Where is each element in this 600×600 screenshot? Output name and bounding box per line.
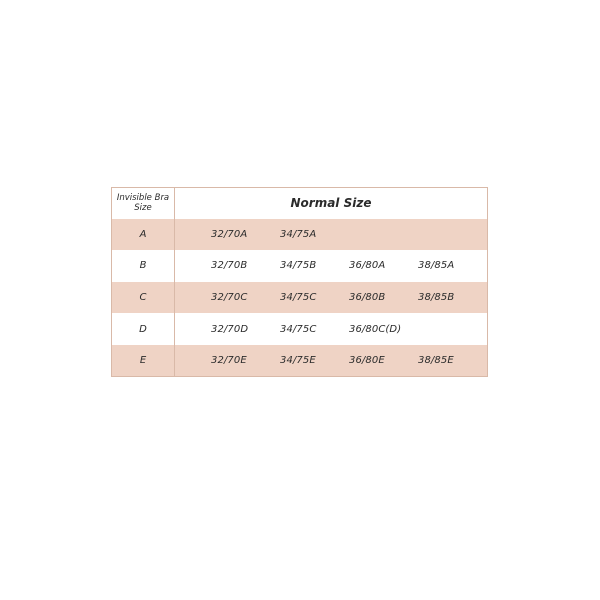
table-row <box>112 345 488 377</box>
normal-size-value: 34/75C <box>280 291 317 303</box>
normal-sizes-cell <box>175 219 488 251</box>
cup-size-cell: C <box>112 282 175 314</box>
normal-size-value: 34/75A <box>280 228 317 240</box>
table-row <box>112 250 488 282</box>
normal-size-value: 32/70E <box>211 354 247 366</box>
invisible-bra-size-header: Invisible Bra Size <box>112 188 175 219</box>
normal-size-value: 38/85A <box>418 260 455 272</box>
normal-size-value: 34/75C <box>280 323 317 335</box>
normal-size-value: 32/70C <box>211 291 248 303</box>
normal-sizes-cell <box>175 282 488 314</box>
normal-size-value: 32/70A <box>211 228 248 240</box>
cup-size-cell: E <box>112 345 175 377</box>
cup-size-cell: A <box>112 219 175 251</box>
normal-size-value: 36/80A <box>349 260 386 272</box>
normal-sizes-cell <box>175 345 488 377</box>
normal-size-value: 36/80C(D) <box>349 323 402 335</box>
normal-size-value: 32/70D <box>211 323 249 335</box>
normal-size-value: 34/75E <box>280 354 316 366</box>
normal-size-value: 36/80B <box>349 291 386 303</box>
normal-sizes-cell <box>175 250 488 282</box>
cup-size-cell: D <box>112 313 175 345</box>
normal-size-header: Normal Size <box>290 196 372 211</box>
normal-size-value: 36/80E <box>349 354 385 366</box>
table-row <box>112 282 488 314</box>
normal-size-value: 38/85E <box>418 354 454 366</box>
cup-size-cell: B <box>112 250 175 282</box>
table-row <box>112 219 488 251</box>
table-header-row <box>112 188 488 219</box>
normal-size-value: 34/75B <box>280 260 317 272</box>
normal-sizes-cell <box>175 313 488 345</box>
normal-size-value: 38/85B <box>418 291 455 303</box>
normal-size-value: 32/70B <box>211 260 248 272</box>
size-chart-table <box>111 187 488 377</box>
table-row <box>112 313 488 345</box>
